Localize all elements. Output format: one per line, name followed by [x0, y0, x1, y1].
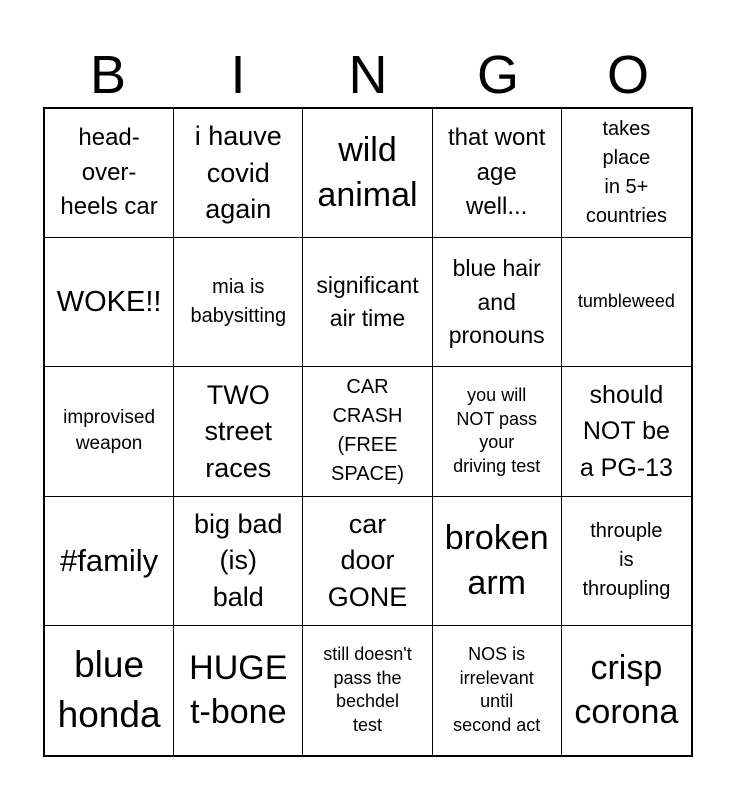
cell-text: throuple is throupling [582, 520, 671, 601]
bingo-header [43, 44, 693, 106]
bingo-cell[interactable] [45, 238, 174, 367]
header-letter-i: I [230, 45, 246, 105]
bingo-cell[interactable] [433, 626, 562, 755]
header-letter-o: O [606, 45, 649, 105]
bingo-grid [43, 107, 693, 757]
cell-text: HUGE t-bone [189, 648, 288, 732]
header-letter-b: B [89, 45, 127, 105]
bingo-cell[interactable] [562, 626, 691, 755]
cell-text: should NOT be a PG-13 [579, 381, 673, 482]
cell-text: CAR CRASH (FREE SPACE) [331, 376, 404, 486]
bingo-cell[interactable] [45, 497, 174, 626]
cell-text: significant air time [316, 271, 419, 332]
cell-text: head- over- heels car [60, 123, 158, 221]
cell-text: you will NOT pass your driving test [453, 384, 541, 477]
bingo-cell[interactable] [433, 109, 562, 238]
bingo-cell[interactable] [174, 626, 303, 755]
cell-text: TWO street races [204, 379, 273, 483]
bingo-cell[interactable] [303, 497, 432, 626]
header-letter-g: G [476, 45, 519, 105]
bingo-cell[interactable] [562, 109, 691, 238]
cell-text: that wont age well... [447, 123, 546, 221]
bingo-cell[interactable] [174, 238, 303, 367]
cell-text: mia is babysitting [190, 276, 287, 328]
bingo-cell[interactable] [433, 238, 562, 367]
cell-text: tumbleweed [577, 291, 675, 312]
cell-text: blue hair and pronouns [448, 255, 545, 348]
cell-text: broken arm [444, 518, 549, 602]
bingo-cell[interactable] [433, 367, 562, 496]
bingo-cell[interactable] [562, 238, 691, 367]
cell-text: still doesn't pass the bechdel test [323, 643, 412, 736]
bingo-cell[interactable] [303, 109, 432, 238]
bingo-cell[interactable] [303, 626, 432, 755]
bingo-cell[interactable] [562, 497, 691, 626]
cell-text: crisp corona [574, 648, 679, 732]
cell-text: takes place in 5+ countries [585, 118, 667, 228]
cell-text: WOKE!! [56, 285, 162, 318]
cell-text: big bad (is) bald [193, 509, 283, 612]
bingo-cell[interactable] [433, 497, 562, 626]
bingo-cell[interactable] [303, 367, 432, 496]
cell-text: #family [59, 543, 159, 579]
bingo-cell[interactable] [174, 367, 303, 496]
bingo-cell[interactable] [45, 626, 174, 755]
bingo-cell[interactable] [562, 367, 691, 496]
cell-text: improvised weapon [63, 406, 156, 455]
cell-text: blue honda [57, 644, 161, 736]
cell-text: NOS is irrelevant until second act [453, 643, 541, 736]
bingo-cell[interactable] [45, 367, 174, 496]
cell-text: i hauve covid again [194, 121, 282, 225]
bingo-cell[interactable] [45, 109, 174, 238]
bingo-cell[interactable] [303, 238, 432, 367]
bingo-cell[interactable] [174, 497, 303, 626]
cell-text: wild animal [317, 131, 418, 215]
header-letter-n: N [348, 45, 388, 105]
cell-text: car door GONE [327, 509, 408, 612]
bingo-cell[interactable] [174, 109, 303, 238]
